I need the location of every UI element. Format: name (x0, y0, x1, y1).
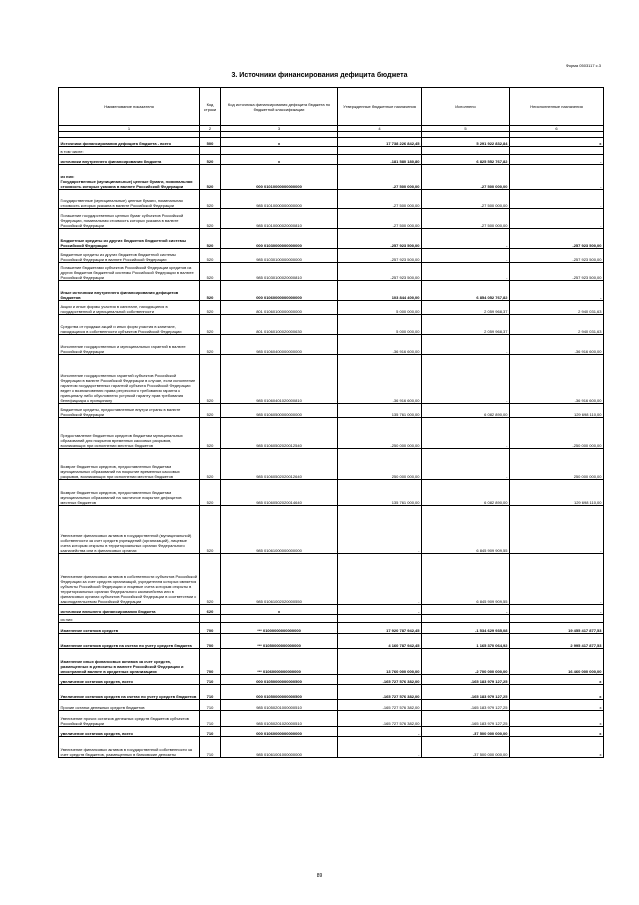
row-unexecuted: х (510, 737, 604, 758)
table-body (59, 138, 604, 758)
row-executed: -37 500 000 000,00 (422, 727, 510, 737)
row-line-code: 620 (200, 605, 221, 615)
row-executed: 6 845 909 909,55 (422, 554, 510, 605)
row-source-code: 985 01030100000000000 (221, 249, 338, 263)
row-name: Увеличение остатков средств на счетах по учету средств бюджетов (59, 685, 200, 700)
row-approved: -165 727 576 382,00 (338, 711, 422, 727)
row-name: Средства от продажи акций и иных форм участия в капитале, находящихся в собственности субъектов Российской Федерации (59, 315, 200, 335)
row-executed: - (422, 605, 510, 615)
row-unexecuted: -36 916 600,00 (510, 355, 604, 404)
row-source-code: х (221, 155, 338, 165)
header-source-code: Код источника финансирования дефицита бюджета по бюджетной классификации (221, 88, 338, 126)
row-approved: -165 727 576 382,00 (338, 700, 422, 711)
row-name: Государственные (муниципальные) ценные бумаги, номинальная стоимость которых указана в валюте Российской Федерации (59, 190, 200, 209)
row-unexecuted: х (510, 700, 604, 711)
table-row (59, 634, 604, 649)
row-source-code: 985 01050201020000510 (221, 711, 338, 727)
row-line-code: 700 (200, 634, 221, 649)
row-name: из них: Государственные (муниципальные) ценные бумаги, номинальная стоимость которых указана в валюте Российской Федерации (59, 165, 200, 190)
row-unexecuted: х (510, 685, 604, 700)
table-row (59, 301, 604, 315)
row-executed: - (422, 263, 510, 281)
row-source-code: 000 01060000000000000 (221, 281, 338, 301)
row-line-code: 520 (200, 249, 221, 263)
row-unexecuted: 250 000 000,00 (510, 449, 604, 480)
header-unexecuted: Неисполненные назначения (510, 88, 604, 126)
row-executed: 2 059 968,37 (422, 301, 510, 315)
row-executed: 6 854 052 767,82 (422, 281, 510, 301)
row-executed: 6 845 909 909,55 (422, 506, 510, 554)
table-row (59, 209, 604, 229)
row-approved: -257 923 500,00 (338, 263, 422, 281)
row-line-code: 520 (200, 301, 221, 315)
row-executed: -165 183 979 127,25 (422, 675, 510, 685)
row-unexecuted: -257 923 500,00 (510, 263, 604, 281)
column-number: 2 (200, 126, 221, 132)
header-row (59, 88, 604, 126)
row-unexecuted: - (510, 506, 604, 554)
row-source-code: *** 01000000000000000 (221, 623, 338, 634)
row-unexecuted (510, 147, 604, 155)
row-source-code: *** 01050000000000000 (221, 634, 338, 649)
row-name: Бюджетные кредиты из других бюджетов бюджетной системы Российской Федерации в валюте Российской Федерации (59, 249, 200, 263)
row-executed: -27 500 000,00 (422, 190, 510, 209)
row-source-code: 985 01060500000000000 (221, 404, 338, 418)
row-approved: 103 844 400,00 (338, 281, 422, 301)
row-unexecuted: -257 923 500,00 (510, 249, 604, 263)
row-line-code: 520 (200, 209, 221, 229)
header-name: Наименование показателя (59, 88, 200, 126)
row-source-code: 985 01061002020000550 (221, 554, 338, 605)
row-name: Возврат бюджетных кредитов, предоставленных бюджетам муниципальных образований на покрытие временных кассовых разрывов, возникающих при исполнении местных бюджетов (59, 449, 200, 480)
row-unexecuted: - (510, 281, 604, 301)
table-row (59, 554, 604, 605)
row-line-code: 520 (200, 480, 221, 506)
row-source-code: 985 01050201000000510 (221, 700, 338, 711)
row-approved: -27 500 000,00 (338, 190, 422, 209)
row-name: увеличение остатков средств, всего (59, 675, 200, 685)
table-row (59, 147, 604, 155)
table-row (59, 335, 604, 355)
row-executed: - (422, 449, 510, 480)
row-executed: -165 183 979 127,25 (422, 685, 510, 700)
table-row (59, 675, 604, 685)
row-approved: - (338, 605, 422, 615)
row-name: увеличение остатков средств, всего (59, 727, 200, 737)
row-source-code: 985 01010000000000000 (221, 190, 338, 209)
row-approved: -257 923 500,00 (338, 229, 422, 249)
row-executed: - (422, 355, 510, 404)
row-unexecuted: - (510, 190, 604, 209)
row-name: Источники финансирования дефицита бюджета - всего (59, 138, 200, 147)
table-row (59, 418, 604, 449)
row-line-code: 520 (200, 315, 221, 335)
row-name: Исполнение государственных и муниципальных гарантий в валюте Российской Федерации (59, 335, 200, 355)
row-source-code (221, 615, 338, 623)
row-source-code: 000 01030000000000000 (221, 229, 338, 249)
row-name: Прочие остатки денежных средств бюджетов (59, 700, 200, 711)
table-row (59, 623, 604, 634)
row-source-code (221, 147, 338, 155)
row-source-code: 985 01060400000000000 (221, 335, 338, 355)
row-name: Предоставление бюджетных кредитов бюджетам муниципальных образований для покрытия временных кассовых разрывов, возникающих при исполнении местных бюджетов (59, 418, 200, 449)
row-unexecuted: 129 698 110,00 (510, 480, 604, 506)
table-row (59, 605, 604, 615)
row-executed: 6 825 552 767,82 (422, 155, 510, 165)
row-executed: - (422, 229, 510, 249)
row-unexecuted: - (510, 155, 604, 165)
row-approved: 135 761 000,00 (338, 404, 422, 418)
form-label: Форма 0503117 с.3 (565, 63, 601, 68)
table-row (59, 155, 604, 165)
row-line-code: 520 (200, 335, 221, 355)
row-name: Погашение государственных ценных бумаг субъектов Российской Федерации, номинальная стоимость которых указана в валюте Российской Федерации (59, 209, 200, 229)
row-unexecuted: х (510, 711, 604, 727)
row-executed: - (422, 335, 510, 355)
row-name: Бюджетные кредиты из других бюджетов бюджетной системы Российской Федерации (59, 229, 200, 249)
row-unexecuted: 2 995 417 877,53 (510, 634, 604, 649)
header-line-code: Код строки (200, 88, 221, 126)
row-unexecuted: 2 940 031,63 (510, 301, 604, 315)
row-source-code: 985 01061000000000000 (221, 506, 338, 554)
row-approved: - (338, 727, 422, 737)
row-executed: -165 183 979 127,25 (422, 700, 510, 711)
row-approved (338, 615, 422, 623)
table-row (59, 700, 604, 711)
row-unexecuted: - (510, 605, 604, 615)
row-line-code: 520 (200, 554, 221, 605)
row-approved: 13 760 000 000,00 (338, 649, 422, 675)
row-executed (422, 615, 510, 623)
row-source-code: *** 01060000000000000 (221, 649, 338, 675)
row-unexecuted: -257 923 500,00 (510, 229, 604, 249)
row-executed: 5 291 922 832,84 (422, 138, 510, 147)
table-row (59, 727, 604, 737)
row-approved: -250 000 000,00 (338, 418, 422, 449)
row-executed: -165 183 979 127,25 (422, 711, 510, 727)
row-source-code: х (221, 138, 338, 147)
row-source-code: 985 01060502020012640 (221, 449, 338, 480)
row-unexecuted: - (510, 209, 604, 229)
row-approved (338, 147, 422, 155)
row-line-code: 520 (200, 155, 221, 165)
row-name: Акции и иные формы участия в капитале, находящиеся в государственной и муниципальной собственности (59, 301, 200, 315)
row-line-code: 710 (200, 700, 221, 711)
row-source-code: 801 01060100020000630 (221, 315, 338, 335)
table-row (59, 190, 604, 209)
row-unexecuted: 19 455 417 877,53 (510, 623, 604, 634)
table-row (59, 355, 604, 404)
row-executed: 1 165 370 064,92 (422, 634, 510, 649)
row-unexecuted: 16 460 000 000,00 (510, 649, 604, 675)
row-line-code: 520 (200, 263, 221, 281)
header-approved: Утвержденные бюджетные назначения (338, 88, 422, 126)
row-line-code: 520 (200, 418, 221, 449)
row-line-code (200, 615, 221, 623)
row-line-code: 520 (200, 506, 221, 554)
row-executed: - (422, 418, 510, 449)
row-executed: 2 059 968,37 (422, 315, 510, 335)
row-name: Погашение бюджетами субъектов Российской Федерации кредитов из других бюджетов бюджетной системы Российской Федерации в валюте Российской Федерации (59, 263, 200, 281)
column-number: 5 (422, 126, 510, 132)
row-line-code: 520 (200, 229, 221, 249)
row-line-code: 710 (200, 727, 221, 737)
row-approved: - (338, 737, 422, 758)
row-executed: 6 082 890,00 (422, 404, 510, 418)
row-approved: -36 916 600,00 (338, 335, 422, 355)
row-approved: - (338, 554, 422, 605)
row-source-code: х (221, 605, 338, 615)
table-row (59, 281, 604, 301)
row-unexecuted: - (510, 165, 604, 190)
row-unexecuted: -250 000 000,00 (510, 418, 604, 449)
row-name: Увеличение финансовых активов в государственной собственности за счет средств бюджетов, размещенных в банковские депозиты (59, 737, 200, 758)
row-approved: -36 916 600,00 (338, 355, 422, 404)
row-source-code: 985 01061001000000000 (221, 737, 338, 758)
table-row (59, 404, 604, 418)
table-row (59, 480, 604, 506)
page-number: 89 (316, 873, 323, 879)
row-name: Увеличение прочих остатков денежных средств бюджетов субъектов Российской Федерации (59, 711, 200, 727)
table-row (59, 138, 604, 147)
row-approved: 17 920 787 942,45 (338, 623, 422, 634)
column-number: 3 (221, 126, 338, 132)
row-unexecuted: х (510, 727, 604, 737)
row-unexecuted (510, 615, 604, 623)
table-row (59, 711, 604, 727)
row-approved: - (338, 506, 422, 554)
row-source-code: 000 01060000000000000 (221, 727, 338, 737)
row-name: источники внутреннего финансирования бюджета (59, 155, 200, 165)
table-row (59, 249, 604, 263)
row-unexecuted: 129 698 110,00 (510, 404, 604, 418)
table-row (59, 165, 604, 190)
row-executed: 6 082 890,00 (422, 480, 510, 506)
row-line-code: 520 (200, 165, 221, 190)
row-unexecuted: -36 916 600,00 (510, 335, 604, 355)
column-number: 4 (338, 126, 422, 132)
row-source-code: 985 01030100020000810 (221, 263, 338, 281)
row-line-code: 520 (200, 355, 221, 404)
row-line-code: 700 (200, 623, 221, 634)
row-line-code: 520 (200, 404, 221, 418)
row-line-code: 700 (200, 649, 221, 675)
row-name: Изменение иных финансовых активов за счет средств, размещенных в депозиты в валюте Российской Федерации и иностранной валюте в кредитных организациях (59, 649, 200, 675)
row-line-code (200, 147, 221, 155)
table-row (59, 449, 604, 480)
row-line-code: 520 (200, 281, 221, 301)
row-approved: -257 923 500,00 (338, 249, 422, 263)
table-row (59, 615, 604, 623)
row-unexecuted: х (510, 675, 604, 685)
row-source-code: 985 01060502020014640 (221, 480, 338, 506)
financing-sources-table (58, 87, 604, 758)
header-executed: Исполнено (422, 88, 510, 126)
row-name: источники внешнего финансирования бюджета (59, 605, 200, 615)
row-unexecuted: х (510, 138, 604, 147)
row-approved: -27 500 000,00 (338, 209, 422, 229)
row-line-code: 710 (200, 675, 221, 685)
row-name: Исполнение государственных гарантий субъектов Российской Федерации в валюте Российской Федерации в случае, если исполнение гарантом государственных гарантий субъекта Российской Федерации ведет к возникновению права регрессного требования гаранта к принципалу либо обусловлено уступкой гаранту прав требования бенефициара к принципалу (59, 355, 200, 404)
row-source-code: 801 01060100000000000 (221, 301, 338, 315)
row-line-code: 520 (200, 449, 221, 480)
row-name: Иные источники внутреннего финансирования дефицитов бюджетов (59, 281, 200, 301)
row-executed: -27 500 000,00 (422, 165, 510, 190)
row-source-code: 985 01010000020000810 (221, 209, 338, 229)
table-row (59, 685, 604, 700)
row-name: Возврат бюджетных кредитов, предоставленных бюджетам муниципальных образований на частичное покрытие дефицитов местных бюджетов (59, 480, 200, 506)
row-line-code: 520 (200, 190, 221, 209)
row-approved: -27 500 000,00 (338, 165, 422, 190)
row-line-code: 710 (200, 685, 221, 700)
table-row (59, 229, 604, 249)
row-approved: 17 738 226 842,45 (338, 138, 422, 147)
row-approved: 5 000 000,00 (338, 301, 422, 315)
row-source-code: 985 01060401020000810 (221, 355, 338, 404)
table-row (59, 315, 604, 335)
row-approved: 5 000 000,00 (338, 315, 422, 335)
row-source-code: 000 01050000000000500 (221, 685, 338, 700)
row-executed: -2 700 000 000,00 (422, 649, 510, 675)
row-unexecuted: 2 940 031,63 (510, 315, 604, 335)
table-row (59, 263, 604, 281)
row-approved: -181 580 180,80 (338, 155, 422, 165)
row-executed (422, 147, 510, 155)
row-approved: -165 727 576 382,00 (338, 685, 422, 700)
row-name: Увеличение финансовых активов в собственности субъектов Российской Федерации за счет средств организаций, учредителем которых является субъекты Российской Федерации и лицевые счета которым открыты в территориальных органах Федерального казначейства или в финансовых органах субъектов Российской Федерации в соответствии с законодательством Российской Федерации (59, 554, 200, 605)
row-executed: -1 534 629 935,08 (422, 623, 510, 634)
row-name: в том числе: (59, 147, 200, 155)
table-row (59, 506, 604, 554)
row-approved: 250 000 000,00 (338, 449, 422, 480)
column-number: 6 (510, 126, 604, 132)
row-name: Увеличение финансовых активов в государственной (муниципальной) собственности за счет средств учреждений (организаций), лицевые счета которым открыты в территориальных органах Федерального казначейства или в финансовых органах (59, 506, 200, 554)
table-row (59, 649, 604, 675)
row-name: из них: (59, 615, 200, 623)
row-line-code: 710 (200, 737, 221, 758)
row-approved: 135 761 000,00 (338, 480, 422, 506)
row-name: Бюджетные кредиты, предоставленные внутри страны в валюте Российской Федерации (59, 404, 200, 418)
row-source-code: 000 01010000000000000 (221, 165, 338, 190)
row-approved: 4 160 787 942,45 (338, 634, 422, 649)
row-name: Изменение остатков средств на счетах по учету средств бюджета (59, 634, 200, 649)
row-approved: -165 727 576 382,00 (338, 675, 422, 685)
column-number: 1 (59, 126, 200, 132)
table-row (59, 737, 604, 758)
row-executed: -27 500 000,00 (422, 209, 510, 229)
page-title: 3. Источники финансирования дефицита бюджета (231, 72, 408, 79)
row-unexecuted: - (510, 554, 604, 605)
row-executed: - (422, 249, 510, 263)
row-source-code: 000 01050000000000500 (221, 675, 338, 685)
row-name: Изменение остатков средств (59, 623, 200, 634)
row-line-code: 710 (200, 711, 221, 727)
row-line-code: 500 (200, 138, 221, 147)
row-source-code: 985 01060502020012540 (221, 418, 338, 449)
row-executed: -37 500 000 000,00 (422, 737, 510, 758)
